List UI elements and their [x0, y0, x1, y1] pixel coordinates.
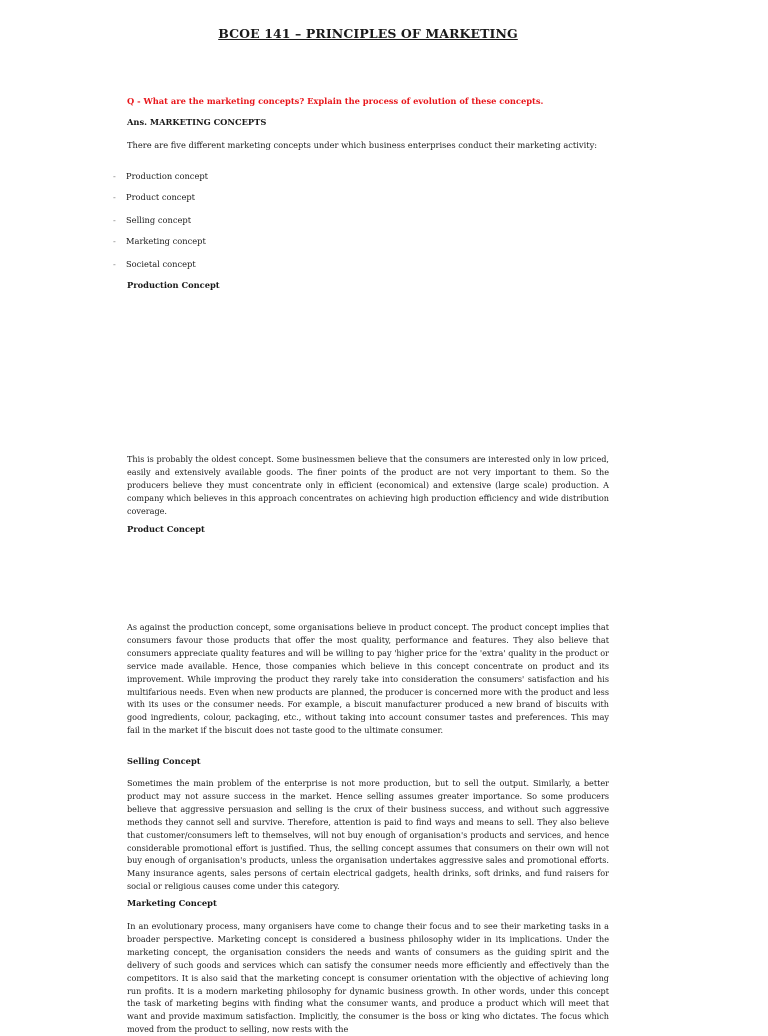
- list-item-label: Product concept: [126, 192, 196, 202]
- bullet-marker: -: [113, 236, 116, 246]
- section-body-selling: Sometimes the main problem of the enterprise is not more production, but to sell the output. Similarly, a better product may not assure success in the market. Hence selling assumes greater importance. So some producers believe that aggressive persuasion and selling is the crux of their business success, and without such aggressive methods they cannot sell and survive. Therefore, attention is paid to find ways and means to sell. They also believe that customer/consumers left to themselves, will not buy enough of organisation's products and services, and hence considerable promotional effort is justified. Thus, the selling concept assumes that consumers on their own will not buy enough of organisation's products, unless the organisation undertakes aggressive sales and promotional efforts. Many insurance agents, sales persons of certain electrical gadgets, health drinks, soft drinks, and fund raisers for social or religious causes come under this category.: [127, 778, 609, 892]
- answer-heading: Ans. MARKETING CONCEPTS: [127, 117, 267, 127]
- bullet-marker: -: [113, 171, 116, 181]
- list-item-label: Production concept: [126, 171, 208, 181]
- section-body-marketing: In an evolutionary process, many organisers have come to change their focus and to see their marketing tasks in a broader perspective. Marketing concept is considered a business philosophy wider in its implications. Under the marketing concept, the organisation considers the needs and wants of consumers as the guiding spirit and the delivery of such goods and services which can satisfy the consumer needs more efficiently and effectively than the competitors. It is also said that the marketing concept is consumer orientation with the objective of achieving long run profits. It is a modern marketing philosophy for dynamic business growth. In other words, under this concept the task of marketing begins with finding what the consumer wants, and produce a product which will meet that want and provide maximum satisfaction. Implicitly, the consumer is the boss or king who dictates. The focus which moved from the product to selling, now rests with the: [127, 921, 609, 1035]
- section-heading-product: Product Concept: [127, 524, 205, 534]
- list-item-label: Marketing concept: [126, 236, 206, 246]
- bullet-marker: -: [113, 215, 116, 225]
- question-text: Q - What are the marketing concepts? Explain the process of evolution of these concepts.: [127, 96, 544, 106]
- document-title: BCOE 141 – PRINCIPLES OF MARKETING: [218, 26, 518, 41]
- bullet-marker: -: [113, 192, 116, 202]
- list-item-label: Societal concept: [126, 259, 196, 269]
- section-body-product: As against the production concept, some organisations believe in product concept. The product concept implies that consumers favour those products that offer the most quality, performance and features. They also believe that consumers appreciate quality features and will be willing to pay 'higher price for the 'extra' quality in the product or service made available. Hence, those companies which believe in this concept concentrate on product and its improvement. While improving the product they rarely take into consideration the consumers' satisfaction and his multifarious needs. Even when new products are planned, the producer is concerned more with the product and less with its uses or the consumer needs. For example, a biscuit manufacturer produced a new brand of biscuits with good ingredients, colour, packaging, etc., without taking into account consumer tastes and preferences. This may fail in the market if the biscuit does not taste good to the ultimate consumer.: [127, 622, 609, 736]
- bullet-marker: -: [113, 259, 116, 269]
- section-heading-marketing: Marketing Concept: [127, 898, 217, 908]
- section-heading-production: Production Concept: [127, 280, 220, 290]
- section-body-production: This is probably the oldest concept. Some businessmen believe that the consumers are interested only in low priced, easily and extensively available goods. The finer points of the product are not very important to them. So the producers believe they must concentrate only in efficient (economical) and extensive (large scale) production. A company which believes in this approach concentrates on achieving high production efficiency and wide distribution coverage.: [127, 454, 609, 516]
- section-heading-selling: Selling Concept: [127, 756, 201, 766]
- intro-text: There are five different marketing concepts under which business enterprises conduct their marketing activity:: [127, 140, 598, 150]
- list-item-label: Selling concept: [126, 215, 192, 225]
